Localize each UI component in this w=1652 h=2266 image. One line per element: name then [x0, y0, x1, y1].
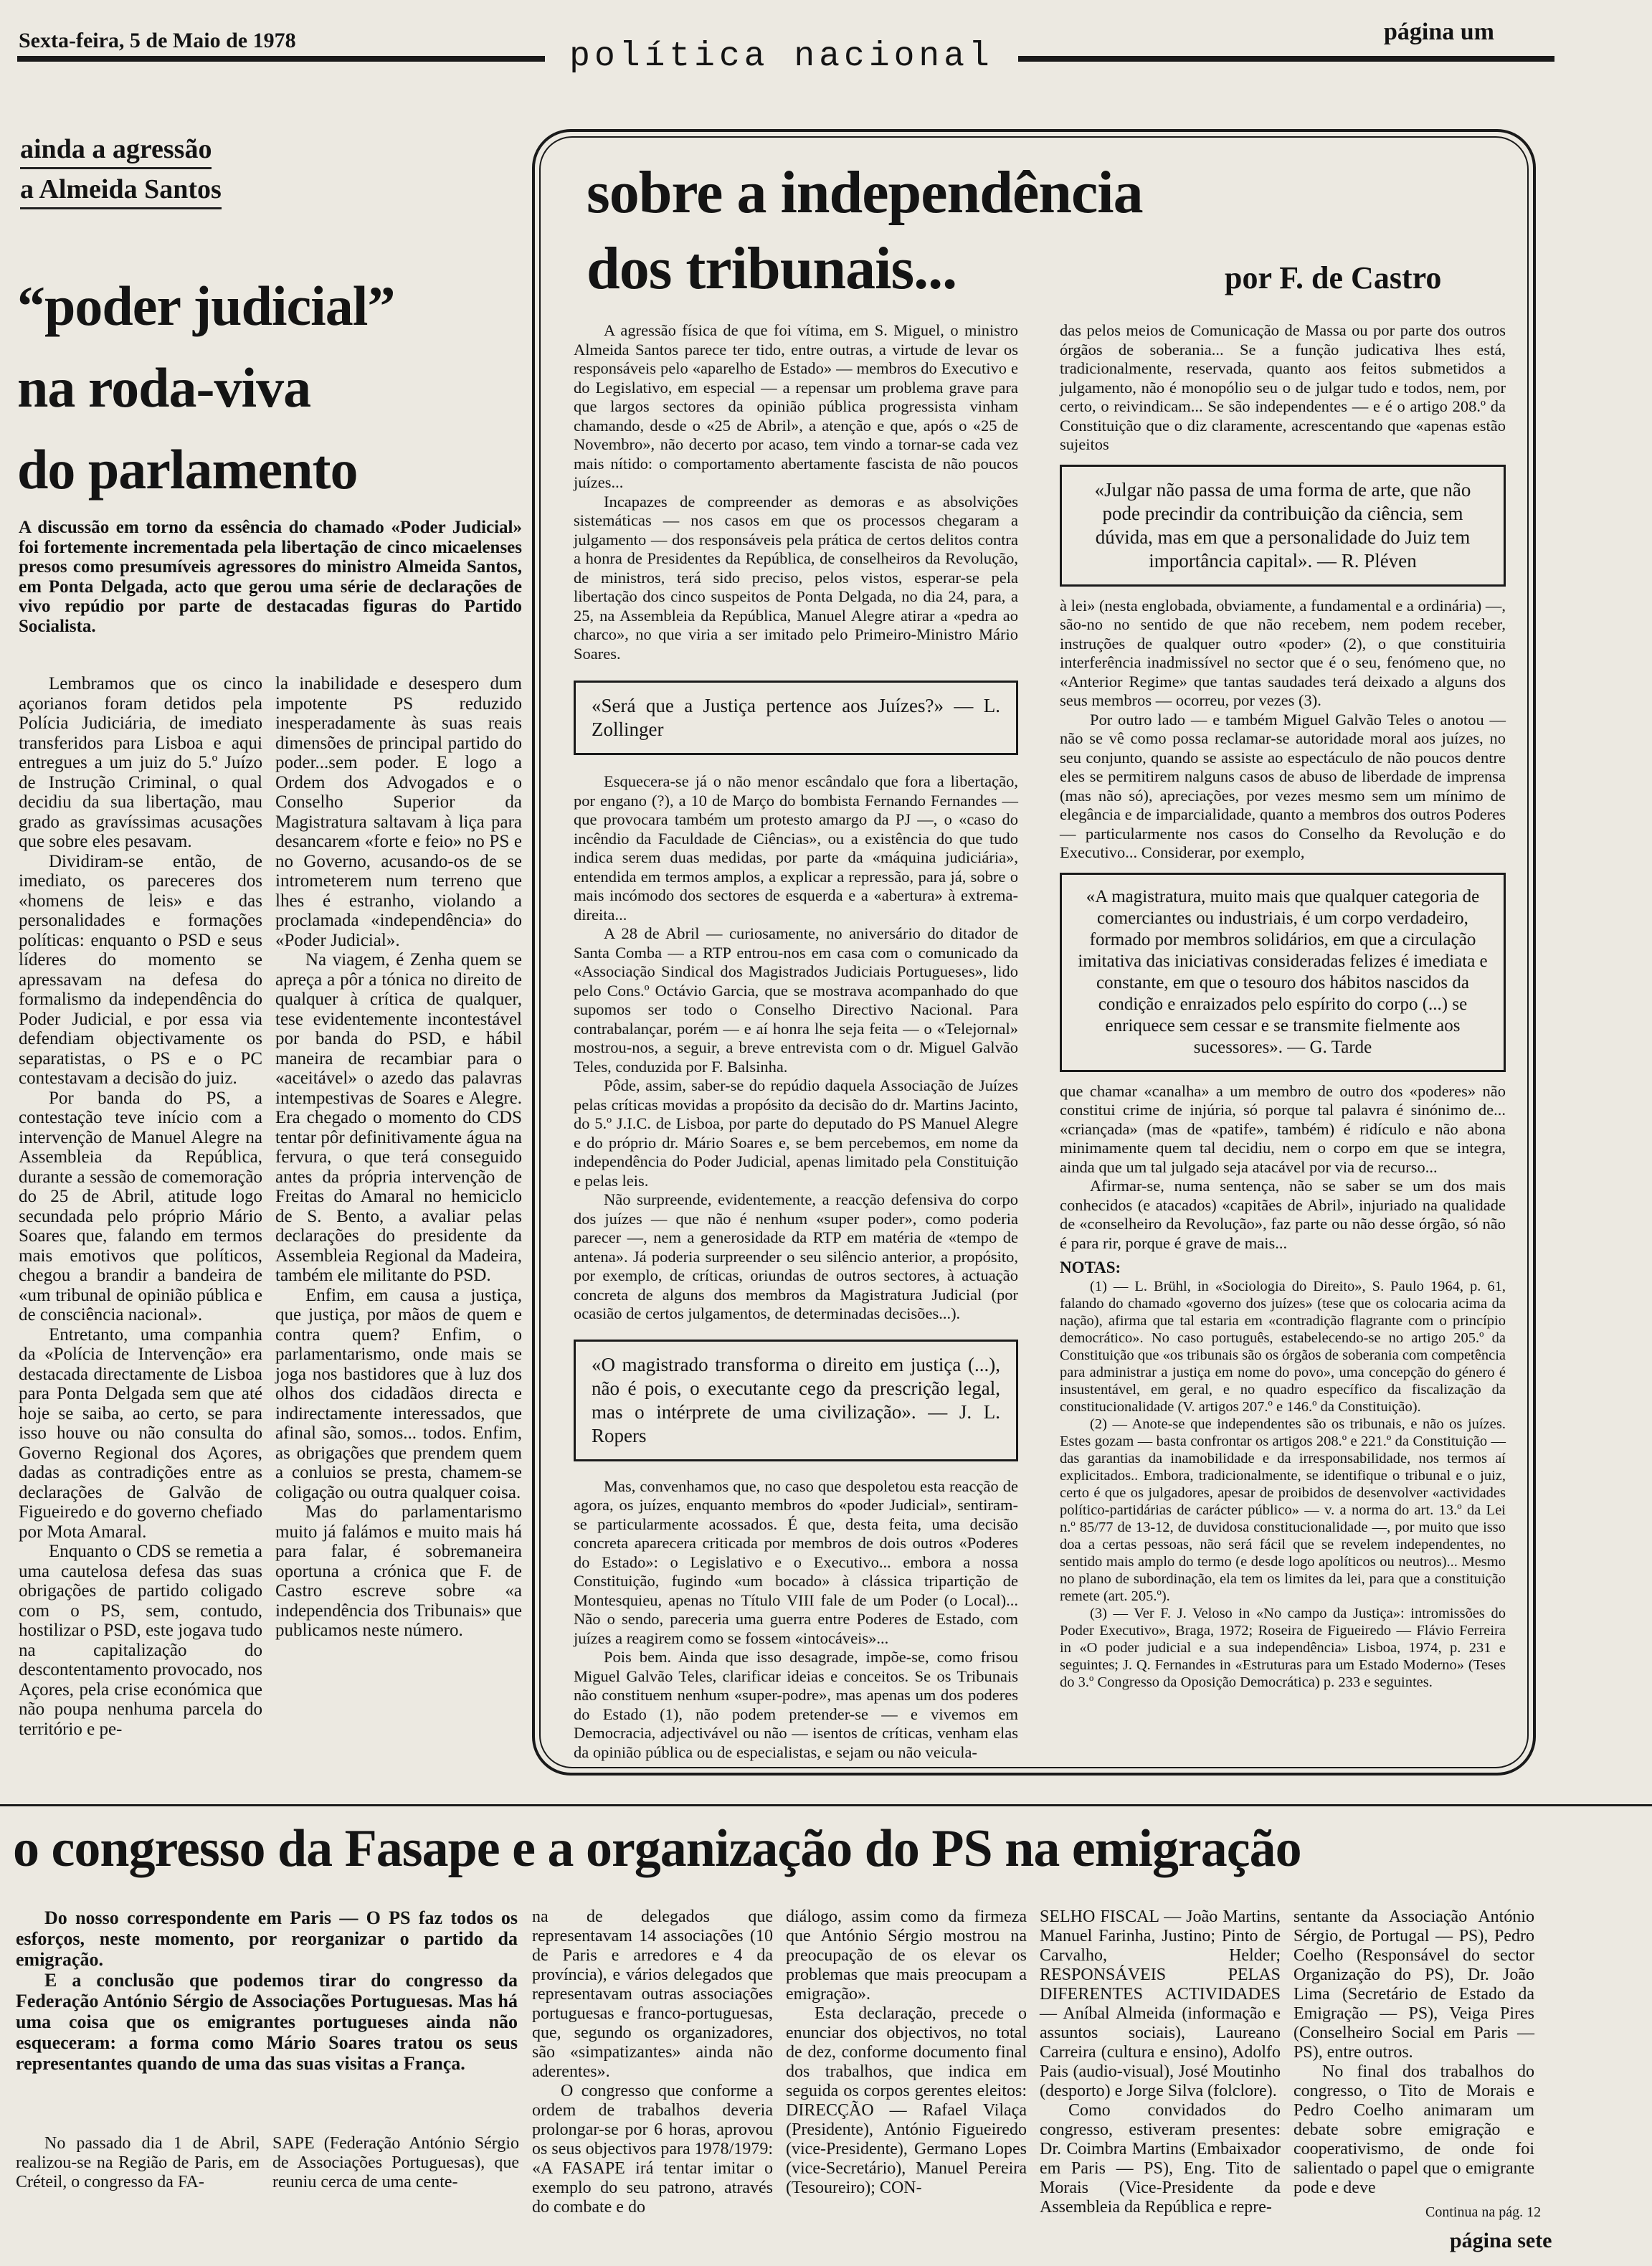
paragraph: diálogo, assim como da firmeza que António Sérgio mostrou na preocupação de os elevar os problemas que mais preocupam a emigração».	[786, 1907, 1027, 2004]
paragraph: Não surpreende, evidentemente, a reacção defensiva do corpo dos juízes — que não é nenhum «super poder», como poderia parecer —, nem a generosidade da RTP em matéria de «tempo de antena». Já poderia surpreender o seu silêncio anterior, a propósito, por exemplo, de críticas, oriundas de outros sectores, à actuação concreta de alguns dos membros da Magistratura Judicial (por ocasião de certos julgamentos, de determinadas decisões...).	[574, 1190, 1018, 1322]
paragraph: Na viagem, é Zenha quem se apreça a pôr a tónica no direito de qualquer à crítica de qualquer, tese evidentemente incontestável por banda do PSD, e hábil maneira de recambiar para o «aceitável» o azedo das palavras intempestivas de Soares e Alegre. Era chegado o momento do CDS tentar pôr definitivamente água na fervura, o que terá conseguido antes da própria intervenção de Freitas do Amaral no hemiciclo de S. Bento, a avaliar pelas declarações do presidente da Assembleia Regional da Madeira, também ele militante do PSD.	[275, 950, 522, 1285]
paragraph: No final dos trabalhos do congresso, o Tito de Morais e Pedro Coelho animaram um debate sobre emigração e cooperativismo, de onde foi salientado o papel que o emigrante pode e deve	[1293, 2062, 1534, 2197]
boxed-article-title	[587, 155, 1143, 307]
paragraph: Como convidados do congresso, estiveram presentes: Dr. Coimbra Martins (Embaixador em Paris — PS), Eng. Tito de Morais (Vice-Presidente da Assembleia da República e repre-	[1040, 2101, 1281, 2217]
paragraph: Pôde, assim, saber-se do repúdio daquela Associação de Juízes pelas críticas movidas a propósito da decisão do dr. Martins Jacinto, do 5.º J.I.C. de Lisboa, por parte do deputado do PS Manuel Alegre e do próprio dr. Mário Soares e, se bem percebemos, em nome da independência do Poder Judicial, apenas limitado pela Constituição e pelas leis.	[574, 1076, 1018, 1190]
article-lede: A discussão em torno da essência do chamado «Poder Judicial» foi fortemente incrementada pela libertação de cinco micaelenses presos como presumíveis agressores do ministro Almeida Santos, em Ponta Delgada, acto que gerou uma série de declarações de vivo repúdio por parte de destacadas figuras do Partido Socialista.	[19, 518, 522, 636]
paragraph: que chamar «canalha» a um membro de outro dos «poderes» não constitui crime de injúria, só porque tal palavra é sinónimo de... «criançada» (mas de «patife», também) é ridículo e não abona minimamente quem tal decidiu, nem o corpo em que se integra, ainda que um tal julgado seja atacável por via de recurso...	[1060, 1081, 1506, 1176]
paragraph: Mas, convenhamos que, no caso que despoletou esta reacção de agora, os juízes, enquanto membros do «poder Judicial», sentiram-se particularmente acossados. É que, desta feita, uma decisão concreta aparecera criticada por membros de dois outros «Poderes do Estado»: o Legislativo e o Executivo... embora a nossa Constituição, fugindo «um bocado» à clássica tripartição de Montesquieu, apenas no Título VIII fale de um Poder (o Local)... Não o sendo, pareceria uma guerra entre Poderes de Estado, com juízes a reagirem como se fossem «intocáveis»...	[574, 1476, 1018, 1647]
headline-line-2: na roda-viva	[17, 356, 311, 419]
byline: por F. de Castro	[1225, 260, 1442, 295]
paragraph: Mas do parlamentarismo muito já falámos e muito mais há para falar, é sobremaneira oportuna a crónica que F. de Castro escreve sobre «a independência dos Tribunais» que publicamos neste número.	[275, 1502, 522, 1640]
paragraph: Do nosso correspondente em Paris — O PS faz todos os esforços, neste momento, por reorganizar o partido da emigração.	[16, 1907, 518, 1970]
article-headline	[17, 265, 526, 511]
paragraph: Esquecera-se já o não menor escândalo que fora a libertação, por engano (?), a 10 de Março do bombista Fernando Fernandes — que provocara também um protesto amargo da PJ —, o «caso do incêndio da Faculdade de Ciências», ou a existência do que tudo indica serem duas medidas, por parte da «máquina judiciária», entendida em termos amplos, a explicar a repressão, para já, sobre o mais incómodo dos sectores de esquerda e a «abertura» à extrema-direita...	[574, 772, 1018, 924]
section-title: política nacional	[545, 37, 1018, 76]
pull-quote-pleven: «Julgar não passa de uma forma de arte, que não pode precindir da contribuição da ciência, sem dúvida, mas em que a personalidade do Juiz tem importância capital». — R. Pléven	[1060, 465, 1506, 587]
continued-note: Continua na pág. 12	[1425, 2204, 1542, 2220]
paragraph: à lei» (nesta englobada, obviamente, a fundamental e a ordinária) —, são-no no sentido de que não recebem, nem podem receber, instruções de qualquer outro «poder» (2), o que constituiria interferência inadmissível no sector que é o seu, fenómeno que, no «Anterior Regime» que tantas saudades terá deixado a alguns dos seus membros — ocorreu, por vezes (3).	[1060, 596, 1506, 709]
paragraph: O congresso que conforme a ordem de trabalhos deveria prolongar-se por 6 horas, aprovou os seus objectivos para 1978/1979: «A FASAPE irá tentar imitar o exemplo do seu patrono, através do combate e do	[532, 2082, 773, 2217]
masthead-date: Sexta-feira, 5 de Maio de 1978	[19, 29, 296, 52]
headline-line-1: “poder judicial”	[17, 275, 395, 337]
paragraph: sentante da Associação António Sérgio, de Portugal — PS), Pedro Coelho (Responsável do sector Organização do PS), Dr. João Lima (Secretário de Estado da Emigração — PS), Veiga Pires (Conselheiro Social em Paris — PS), entre outros.	[1293, 1907, 1534, 2062]
paragraph: Enfim, em causa a justiça, que justiça, por mãos de quem e contra quem? Enfim, o parlamentarismo, onde mais se joga nos bastidores que à luz dos olhos dos cidadãos directa e indirectamente interessados, que afinal são, somos... todos. Enfim, as obrigações que prendem quem a conluios se presta, chamem-se coligação ou outra qualquer coisa.	[275, 1285, 522, 1502]
footnote: (1) — L. Brühl, in «Sociologia do Direito», S. Paulo 1964, p. 61, falando do chamado «governo dos juízes» (tese que os colocaria acima da nação), afirma que tal estaria em «contradição flagrante com o princípio democrático». No caso português, estabelecendo-se no artigo 205.º da Constituição que «os tribunais são os órgãos de soberania com competência para administrar a justiça em nome do povo», uma concepção do género é insustentável, em geral, e no quadro específico da fiscalização da constitucionalidade (V. artigos 207.º e 146.º da Constituição).	[1060, 1278, 1506, 1415]
bottom-column-4	[1040, 1907, 1281, 2217]
paragraph: Por outro lado — e também Miguel Galvão Teles o anotou — não se vê como possa reclamar-se autoridade moral aos juízes, no seu conjunto, quando se assiste ao espectáculo de não poucos dentre eles se permitirem nalguns casos de abuso de liberdade de imprensa (mas não só), apreciações, por vezes mesmo sem um mínimo de elegância e de imparcialidade, quanto a membros dos outros Poderes — particularmente nos casos do Conselho da Revolução e do Executivo... Considerar, por exemplo,	[1060, 710, 1506, 861]
paragraph: Por banda do PS, a contestação teve início com a intervenção de Manuel Alegre na Assembleia da República, durante a sessão de comemoração do 25 de Abril, atitude logo secundada pelo próprio Mário Soares que, falando em termos mais emotivos que políticos, chegou a brandir a bandeira de «um tribunal de opinião pública e de consciência nacional».	[19, 1088, 262, 1324]
kicker-line-2: a Almeida Santos	[20, 171, 222, 209]
paragraph: A 28 de Abril — curiosamente, no aniversário do ditador de Santa Comba — a RTP entrou-nos em casa com o comunicado da «Associação Sindical dos Magistrados Judiciais Portugueses», lido pelo Cons.º Octávio Garcia, que se mostrava acompanhado do que supomos ser todo o Conselho Directivo Nacional. Para contrabalançar, porém — e aí honra lhe seja feita — o «Telejornal» mostrou-nos, a seguir, a breve entrevista com o dr. Miguel Galvão Teles, conduzida por F. Balsinha.	[574, 924, 1018, 1076]
box-column-1	[574, 321, 1018, 1762]
pull-quote-tarde: «A magistratura, muito mais que qualquer categoria de comerciantes ou industriais, é um corpo verdadeiro, formado por membros solidários, em que a circulação imitativa das iniciativas consideradas felizes é imediata e constante, em que o tesouro dos hábitos nascidos da condição e enraizados pelo espírito do corpo (...) se enriquece sem cessar e se transmite fielmente aos sucessores». — G. Tarde	[1060, 873, 1506, 1072]
bottom-article-headline: o congresso da Fasape e a organização do PS na emigração	[13, 1819, 1301, 1878]
kicker-line-1: ainda a agressão	[20, 131, 212, 169]
headline-line-3: do parlamento	[17, 438, 358, 501]
pull-quote-ropers: «O magistrado transforma o direito em justiça (...), não é pois, o executante cego da prescrição legal, mas o intérprete de uma civilização». — J. L. Ropers	[574, 1340, 1018, 1461]
pull-quote-zollinger: «Será que a Justiça pertence aos Juízes?» — L. Zollinger	[574, 681, 1018, 755]
paragraph: SELHO FISCAL — João Martins, Manuel Farinha, Justino; Pinto de Carvalho, Helder; RESPONSÁVEIS PELAS DIFERENTES ACTIVIDADES — Aníbal Almeida (informação e assuntos sociais), Laureano Carreira (cultura e ensino), Adolfo Pais (audio-visual), José Moutinho (desporto) e Jorge Silva (folclore).	[1040, 1907, 1281, 2100]
paragraph: Entretanto, uma companhia da «Polícia de Intervenção» era destacada directamente de Lisboa para Ponta Delgada sem que até hoje se saiba, ao certo, se para isso houve ou não consulta do Governo Regional dos Açores, dadas as contradições entre as declarações de Galvão de Figueiredo e do governo chefiado por Mota Amaral.	[19, 1324, 262, 1542]
box-title-line-2: dos tribunais...	[587, 235, 957, 302]
paragraph: No passado dia 1 de Abril, realizou-se na Região de Paris, em Créteil, o congresso da FA-	[16, 2134, 260, 2191]
paragraph: Dividiram-se então, de imediato, os pareceres dos «homens de leis» e das personalidades e formações políticas: enquanto o PSD e seus líderes do momento se apressavam na defesa do formalismo da independência do Poder Judicial, e por essa via defendiam objectivamente os separatistas, o PS e o PC contestavam a decisão do juiz.	[19, 851, 262, 1088]
paragraph: Incapazes de compreender as demoras e as absolvições sistemáticas — nos casos em que os processos chegaram a julgamento — dos responsáveis pela prática de certos delitos contra a honra de Presidentes da República, de conselheiros da Revolução, de ministros, terá sido preciso, pelos vistos, esperar-se pela libertação dos cinco suspeitos de Ponta Delgada, no dia 24, para, a 25, na Assembleia da República, Manuel Alegre atirar a «pedra ao charco», no que viria a ser imitado pelo Primeiro-Ministro Mário Soares.	[574, 492, 1018, 663]
box-title-line-1: sobre a independência	[587, 159, 1143, 226]
notes-list	[1060, 1278, 1506, 1691]
notes-heading: NOTAS:	[1060, 1258, 1121, 1276]
paragraph: na de delegados que representavam 14 associações (10 de Paris e arredores e 4 da província), e vários delegados que representavam outras associações portuguesas e franco-portuguesas, que, segundo os organizadores, são «simpatizantes» ainda não aderentes».	[532, 1907, 773, 2081]
paragraph: Esta declaração, precede o enunciar dos objectivos, no total de dez, conforme documento final dos trabalhos, que indica em seguida os corpos gerentes eleitos: DIRECÇÃO — Rafael Vilaça (Presidente), António Figueiredo (vice-Presidente), Germano Lopes (vice-Secretário), Manuel Pereira (Tesoureiro); CON-	[786, 2004, 1027, 2197]
box-column-2	[1060, 321, 1506, 1691]
article-column-2	[275, 674, 522, 1641]
bottom-article-rule	[0, 1804, 1652, 1806]
article-kicker	[20, 129, 522, 209]
paragraph: das pelos meios de Comunicação de Massa ou por parte dos outros órgãos de soberania... Se a função judicativa lhes está, tradicionalmente, reservada, quanto aos feitos submetidos a julgamento, não é monopólio seu o de julgar tudo e todos, nem, por certo, o reivindicam... Se são independentes — e é o artigo 208.º da Constituição que o diz claramente, acrescentando que «apenas estão sujeitos	[1060, 321, 1506, 453]
paragraph: A agressão física de que foi vítima, em S. Miguel, o ministro Almeida Santos parece ter tido, entre outras, a virtude de levar os responsáveis pelo «aparelho de Estado» — membros do Executivo e do Legislativo, em especial — a repensar um problema grave para que largos sectores da opinião pública progressista vinham chamando, desde o «25 de Abril», a atenção e que, após o «25 de Novembro», não decerto por acaso, tem vindo a tornar-se cada vez mais nítido: o comportamento abertamente fascista de não poucos juízes...	[574, 321, 1018, 491]
paragraph: Lembramos que os cinco açorianos foram detidos pela Polícia Judiciária, de imediato transferidos para Lisboa e aqui entregues a um juiz do 5.º Juízo de Instrução Criminal, o qual decidiu da sua libertação, mau grado as gravíssimas acusações que sobre eles pesavam.	[19, 674, 262, 851]
bottom-column-5	[1293, 1907, 1534, 2198]
footnote: (3) — Ver F. J. Veloso in «No campo da Justiça»: intromissões do Poder Executivo», Braga, 1972; Roseira de Figueiredo — Flávio Ferreira in «O poder judicial e a sua independência» Lisboa, 1974, p. 231 e seguintes; J. Q. Fernandes in «Estruturas para um Estado Moderno» (Teses do 3.º Congresso da Oposição Democrática) p. 233 e seguintes.	[1060, 1605, 1506, 1690]
footnote: (2) — Anote-se que independentes são os tribunais, e não os juízes. Estes gozam — basta confrontar os artigos 208.º e 221.º da Constituição — das garantias da inamobilidade e da irresponsabilidade, nos termos aí explicitados.. Embora, tradicionalmente, se identifique o tribunal e o juiz, certo é que os julgadores, apesar de proibidos de desenvolver «actividades político-partidárias de carácter público» — v. a norma do art. 13.º da Lei n.º 85/77 de 13-12, de duvidosa constitucionalidade —, por muito que isso doa a certas pessoas, não será fácil que se revelem independentes, no sentido mais amplo do termo (e desde logo apolíticos ou neutros)... Mesmo no plano de subordinação, ela tem os limites da lei, para que a constituição remete (art. 205.º).	[1060, 1416, 1506, 1604]
footer-page-label: página sete	[1450, 2229, 1552, 2252]
paragraph: Pois bem. Ainda que isso desagrade, impõe-se, como frisou Miguel Galvão Teles, clarificar ideias e conceitos. Se os Tribunais não constituem nenhum «super-podre», mas apenas um dos poderes do Estado (1), não podem pretender-se — e vivemos em Democracia, adjectivável ou não — isentos de críticas, venham elas da opinião pública ou de especialistas, e sejam ou não veicula-	[574, 1648, 1018, 1761]
page-label: página um	[1384, 19, 1494, 45]
paragraph: SAPE (Federação António Sérgio de Associações Portuguesas), que reuniu cerca de uma cente-	[272, 2134, 519, 2191]
bottom-article-lede	[16, 1907, 518, 2074]
article-column-1	[19, 674, 262, 1739]
bottom-column-3	[786, 1907, 1027, 2198]
bottom-column-2-tail	[272, 2134, 519, 2192]
paragraph: Afirmar-se, numa sentença, não se saber se um dos mais conhecidos (e atacados) «capitães de Abril», injuriado na qualidade de «conselheiro da Revolução», faz parte ou não desse órgão, só não é para rir, porque é grave de mais...	[1060, 1177, 1506, 1252]
bottom-column-1	[16, 2134, 260, 2192]
paragraph: la inabilidade e desespero dum impotente PS reduzido inesperadamente às suas reais dimensões de principal partido do poder...sem poder. E logo a Ordem dos Advogados e o Conselho Superior da Magistratura saltavam à liça para desancarem «forte e feio» no PS e no Governo, acusando-os de se intrometerem num terreno que lhes é estranho, violando a proclamada «independência» do «Poder Judicial».	[275, 674, 522, 950]
paragraph: Enquanto o CDS se remetia a uma cautelosa defesa das suas obrigações de partido coligado com o PS, sem, contudo, hostilizar o PSD, este jogava tudo na capitalização do descontentamento provocado, nos Açores, pela crise económica que não poupa nenhuma parcela do território e pe-	[19, 1542, 262, 1739]
bottom-column-2	[532, 1907, 773, 2217]
paragraph: E a conclusão que podemos tirar do congresso da Federação António Sérgio de Associações Portuguesas. Mas há uma coisa que os emigrantes portugueses ainda não esqueceram: a forma como Mário Soares tratou os seus representantes quando de uma das suas visitas a França.	[16, 1970, 518, 2074]
